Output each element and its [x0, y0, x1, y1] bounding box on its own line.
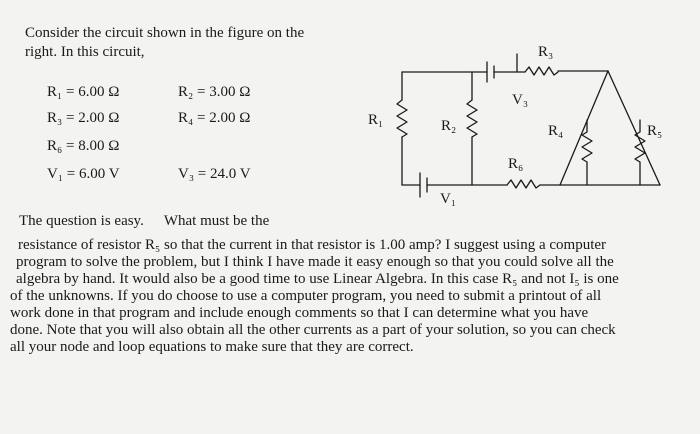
label-r2: R₂: [441, 118, 457, 134]
question-line: algebra by hand. It would also be a good time to use Linear Algebra. In this case R₅ and not I₅ is one: [16, 271, 619, 287]
label-r6: R₆: [508, 156, 524, 172]
value-r3: R₃ = 2.00 Ω: [47, 110, 120, 126]
value-r4: R₄ = 2.00 Ω: [178, 110, 251, 126]
value-r2: R₂ = 3.00 Ω: [178, 84, 251, 100]
question-line: work done in that program and include enough comments so that I can determine what you have: [10, 305, 589, 321]
resistor-r6: [507, 180, 540, 188]
wire-triangle-left: [560, 71, 608, 185]
value-v1: V₁ = 6.00 V: [47, 166, 120, 182]
question-line: all your node and loop equations to make sure that they are correct.: [10, 339, 414, 355]
label-r5: R₅: [647, 123, 663, 139]
resistor-r1: [397, 100, 407, 137]
question-line: done. Note that you will also obtain all the other currents as a part of your solution, so you can check: [10, 322, 616, 338]
question-body: [10, 237, 694, 356]
intro-line-2: right. In this circuit,: [25, 44, 145, 60]
question-line: resistance of resistor R₅ so that the current in that resistor is 1.00 amp? I suggest using a computer: [18, 237, 607, 253]
question-first-line: [19, 213, 269, 230]
value-r1: R₁ = 6.00 Ω: [47, 84, 120, 100]
resistor-r3: [517, 67, 558, 75]
circuit-diagram: [355, 40, 685, 210]
resistor-r2: [467, 100, 477, 137]
intro-text: [25, 24, 365, 62]
label-r3: R₃: [538, 44, 554, 60]
question-lead: What must be the: [163, 213, 270, 229]
label-v1: V₁: [440, 191, 457, 207]
question-intro: The question is easy.: [19, 213, 144, 229]
label-r4: R₄: [548, 123, 564, 139]
label-v3: V₃: [512, 92, 529, 108]
resistor-r5: [635, 120, 645, 185]
value-v3: V₃ = 24.0 V: [178, 166, 251, 182]
intro-line-1: Consider the circuit shown in the figure on the: [25, 25, 305, 41]
question-line: of the unknowns. If you do choose to use a computer program, you need to submit a printout of all: [10, 288, 602, 304]
value-r6: R₆ = 8.00 Ω: [47, 138, 120, 154]
question-line: program to solve the problem, but I think I have made it easy enough so that you could solve all the: [16, 254, 614, 270]
label-r1: R₁: [368, 112, 384, 128]
